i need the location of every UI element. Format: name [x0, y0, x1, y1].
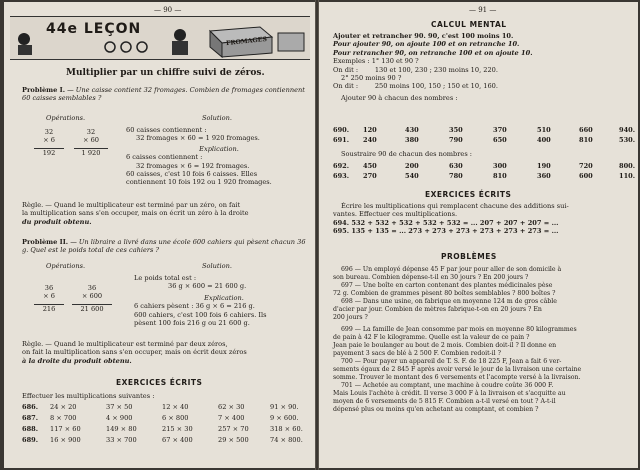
problem-line: 700 — Pour payer un appareil de T. S. F. de 18 225 F, Jean a fait 6 ver- [341, 358, 562, 365]
number-cell: 110. [619, 172, 636, 180]
op-result: 216 [34, 304, 64, 313]
number-cell: 630 [449, 162, 463, 170]
problem-line: 697 — Une boîte en carton contenant des plantes médicinales pèse [341, 282, 553, 289]
left-page [4, 2, 315, 468]
row-number: 693. [333, 172, 350, 180]
rule-2 [22, 340, 314, 365]
problem-2-label: Problème II. [22, 238, 69, 246]
op-line: × 600 [81, 292, 103, 301]
number-cell: 810 [579, 136, 593, 144]
op-line: 36 [44, 284, 54, 292]
problem-line: moyen de 6 versements de 5 815 F. Combien a-t-il versé en tout ? A-t-il [333, 398, 556, 405]
example-2-values: 250 moins 100, 150 ; 150 et 10, 160. [374, 82, 498, 91]
number-cell: 360 [537, 172, 551, 180]
number-cell: 380 [405, 136, 419, 144]
explication-line: 6 cahiers pèsent : 36 g × 6 = 216 g. [134, 302, 255, 311]
exercise-item: 4 × 900 [106, 414, 133, 422]
problem-line: 696 — Un employé dépense 45 F par jour pour aller de son domicile à [341, 266, 562, 273]
problem-line: sements égaux de 2 845 F après avoir versé le jour de la livraison une certaine [333, 366, 582, 373]
exercises-intro-left: Effectuer les multiplications suivantes : [22, 392, 155, 400]
example-on-dit: On dit : [333, 65, 359, 74]
rule-line: la multiplication sans s'en occuper, mais on écrit un zéro à la droite [22, 209, 249, 218]
solution-line: Le poids total est : [134, 274, 197, 282]
solution-heading-1: Solution. [202, 114, 232, 122]
rule-line: à la droite du produit obtenu. [22, 356, 132, 365]
solution-1 [126, 126, 312, 187]
operation-4 [72, 284, 112, 313]
written-row: 694. 532 + 532 + 532 + 532 + 532 = ... 207 + 207 + 207 = ... [333, 218, 559, 227]
number-cell: 200 [405, 162, 419, 170]
operation-1 [34, 128, 64, 157]
explication-line: 60 caisses, c'est 10 fois 6 caisses. Elles [126, 170, 258, 179]
page-number-right: — 91 — [469, 6, 497, 14]
number-cell: 660 [579, 126, 593, 134]
problem-1 [22, 86, 312, 103]
problem-1-text: — Une caisse contient 32 fromages. Combien de fromages contiennent 60 caisses semblables ? [22, 86, 305, 103]
lesson-title: 44e LEÇON [46, 21, 142, 37]
solution-2 [134, 274, 314, 327]
number-cell: 510 [537, 126, 551, 134]
number-cell: 530. [619, 136, 636, 144]
explication-line: contiennent 10 fois 192 ou 1 920 fromages. [126, 178, 272, 187]
rule-1 [22, 201, 314, 226]
crate-label: FROMAGES [225, 35, 268, 48]
problem-line: somme. Trouver le montant des 6 versements et l'acompte versé à la livraison. [333, 374, 581, 381]
example-2-question: 2° 250 moins 90 ? [341, 74, 402, 83]
explication-line: 6 caisses contiennent : [126, 153, 203, 162]
problem-line: 699 — La famille de Jean consomme par mois en moyenne 80 kilogrammes [341, 326, 577, 333]
problem-line: 698 — Dans une usine, on fabrique en moyenne 124 m de gros câble [341, 298, 557, 305]
number-cell: 190 [537, 162, 551, 170]
explication-line: 32 fromages × 6 = 192 fromages. [136, 161, 250, 170]
problem-line: Mais Louis l'achète à crédit. Il verse 3 000 F à la livraison et s'acquitte au [333, 390, 566, 397]
op-line: 32 [44, 128, 54, 136]
problem-line: d'acier par jour. Combien de mètres fabrique-t-on en 20 jours ? En [333, 306, 542, 313]
number-cell: 720 [579, 162, 593, 170]
mental-calc-line: Pour retrancher 90, on retranche 100 et on ajoute 10. [333, 48, 533, 57]
row-number: 690. [333, 126, 350, 134]
problem-line: 200 jours ? [333, 314, 368, 321]
exercise-item: 6 × 800 [162, 414, 189, 422]
exercise-item: 215 × 30 [162, 425, 193, 433]
lesson-heading: Multiplier par un chiffre suivi de zéros. [66, 68, 265, 78]
operation-2 [74, 128, 108, 157]
op-line: × 6 [43, 292, 55, 301]
mental-calc-block [333, 32, 633, 102]
problem-1-label: Problème I. [22, 86, 65, 94]
problem-line: 701 — Achetée au comptant, une machine à coudre coûte 36 000 F. [341, 382, 554, 389]
row-number: 691. [333, 136, 350, 144]
sub-intro: Soustraire 90 de chacun des nombres : [341, 150, 473, 158]
explication-line: 600 cahiers, c'est 100 fois 6 cahiers. Ils [134, 310, 267, 319]
mental-calc-heading: CALCUL MENTAL [431, 20, 507, 29]
number-cell: 790 [449, 136, 463, 144]
number-cell: 300 [493, 162, 507, 170]
number-cell: 600 [579, 172, 593, 180]
number-cell: 540 [405, 172, 419, 180]
exercises-heading-right: EXERCICES ÉCRITS [425, 190, 512, 199]
number-cell: 940. [619, 126, 636, 134]
op-result: 1 920 [74, 148, 108, 157]
example-1-values: 130 et 100, 230 ; 230 moins 10, 220. [374, 65, 498, 74]
exercise-item: 62 × 30 [218, 403, 245, 411]
problem-2-text: — Un libraire a livré dans une école 600 cahiers qui pèsent chacun 36 g. Quel est le poids total de ces cahiers ? [22, 238, 306, 255]
rule-line: Règle. — Quand le multiplicateur est terminé par deux zéros, [22, 340, 228, 348]
exercise-item: 74 × 800. [270, 436, 303, 444]
number-cell: 450 [363, 162, 377, 170]
exercise-item: 117 × 60 [50, 425, 81, 433]
number-cell: 810 [493, 172, 507, 180]
mental-calc-line: Ajouter et retrancher 90. 90, c'est 100 moins 10. [333, 32, 514, 40]
written-exercises [333, 202, 635, 236]
number-cell: 400 [537, 136, 551, 144]
op-line: × 60 [82, 136, 99, 145]
solution-line: 36 g × 600 = 21 600 g. [168, 282, 247, 291]
right-page [319, 2, 638, 468]
rule-line: du produit obtenu. [22, 217, 92, 226]
exercise-item: 318 × 60. [270, 425, 303, 433]
exercise-item: 24 × 20 [50, 403, 77, 411]
number-cell: 430 [405, 126, 419, 134]
exercise-number: 686. [22, 403, 39, 411]
explication-heading-1: Explication. [199, 144, 239, 153]
problems-heading: PROBLÈMES [441, 252, 497, 261]
exercise-item: 67 × 400 [162, 436, 193, 444]
solution-line: 32 fromages × 60 = 1 920 fromages. [136, 134, 260, 143]
written-intro-line: Écrire les multiplications qui remplacent chacune des additions sui- [341, 202, 569, 210]
exercise-item: 37 × 50 [106, 403, 133, 411]
exercise-item: 149 × 80 [106, 425, 137, 433]
exercise-item: 9 × 600. [270, 414, 299, 422]
number-cell: 780 [449, 172, 463, 180]
exercise-item: 29 × 500 [218, 436, 249, 444]
number-cell: 800. [619, 162, 636, 170]
written-row: 695. 135 + 135 = ... 273 + 273 + 273 + 273 + 273 + 273 = ... [333, 227, 559, 236]
page-number-left: — 90 — [154, 6, 182, 14]
example-on-dit: On dit : [333, 82, 359, 91]
number-cell: 370 [493, 126, 507, 134]
exercise-item: 8 × 700 [50, 414, 77, 422]
problem-line: dépensé plus ou moins qu'en achetant au comptant, et combien ? [333, 406, 539, 413]
written-intro-line: vantes. Effectuer ces multiplications. [333, 210, 458, 219]
op-line: 36 [87, 284, 97, 292]
problem-line: de pain à 42 F le kilogramme. Quelle est la valeur de ce pain ? [333, 334, 530, 341]
number-cell: 240 [363, 136, 377, 144]
exercise-item: 257 × 70 [218, 425, 249, 433]
op-line: × 6 [43, 136, 55, 145]
exercise-number: 689. [22, 436, 39, 444]
exercise-number: 687. [22, 414, 39, 422]
add-intro: Ajouter 90 à chacun des nombres : [341, 93, 458, 102]
rule-line: Règle. — Quand le multiplicateur est terminé par un zéro, on fait [22, 201, 241, 209]
mental-calc-line: Pour ajouter 90, on ajoute 100 et on retranche 10. [333, 40, 520, 49]
problem-line: son bureau. Combien dépense-t-il en 30 jours ? En 200 jours ? [333, 274, 529, 281]
op-result: 192 [34, 148, 64, 157]
explication-line: pèsent 100 fois 216 g ou 21 600 g. [134, 319, 250, 328]
problem-2 [22, 238, 312, 255]
exercise-item: 91 × 90. [270, 403, 299, 411]
solution-line: 60 caisses contiennent : [126, 126, 207, 134]
number-cell: 350 [449, 126, 463, 134]
solution-heading-2: Solution. [202, 262, 232, 270]
operation-3 [34, 284, 64, 313]
exercise-item: 12 × 40 [162, 403, 189, 411]
exercise-item: 16 × 900 [50, 436, 81, 444]
lesson-banner [10, 16, 310, 60]
number-cell: 650 [493, 136, 507, 144]
operations-heading-1: Opérations. [46, 114, 86, 122]
problem-line: 72 g. Combien de grammes pèsent 80 boîtes semblables ? 800 boîtes ? [333, 290, 556, 297]
row-number: 692. [333, 162, 350, 170]
number-cell: 270 [363, 172, 377, 180]
example-label: Exemples : 1° 130 et 90 ? [333, 57, 419, 66]
exercise-number: 688. [22, 425, 39, 433]
rule-line: on fait la multiplication sans s'en occuper, mais on écrit deux zéros [22, 348, 247, 357]
op-line: 32 [86, 128, 96, 136]
operations-heading-2: Opérations. [46, 262, 86, 270]
op-result: 21 600 [72, 304, 112, 313]
number-cell: 120 [363, 126, 377, 134]
problem-line: Jean paie le boulanger au bout de 2 mois. Combien doit-il ? Il donne en [333, 342, 557, 349]
exercise-item: 7 × 400 [218, 414, 245, 422]
problems-list [333, 266, 637, 414]
problem-line: payement 3 sacs de blé à 2 500 F. Combien redoit-il ? [333, 350, 501, 357]
exercise-item: 33 × 700 [106, 436, 137, 444]
exercises-heading-left: EXERCICES ÉCRITS [116, 378, 203, 387]
explication-heading-2: Explication. [204, 293, 244, 302]
